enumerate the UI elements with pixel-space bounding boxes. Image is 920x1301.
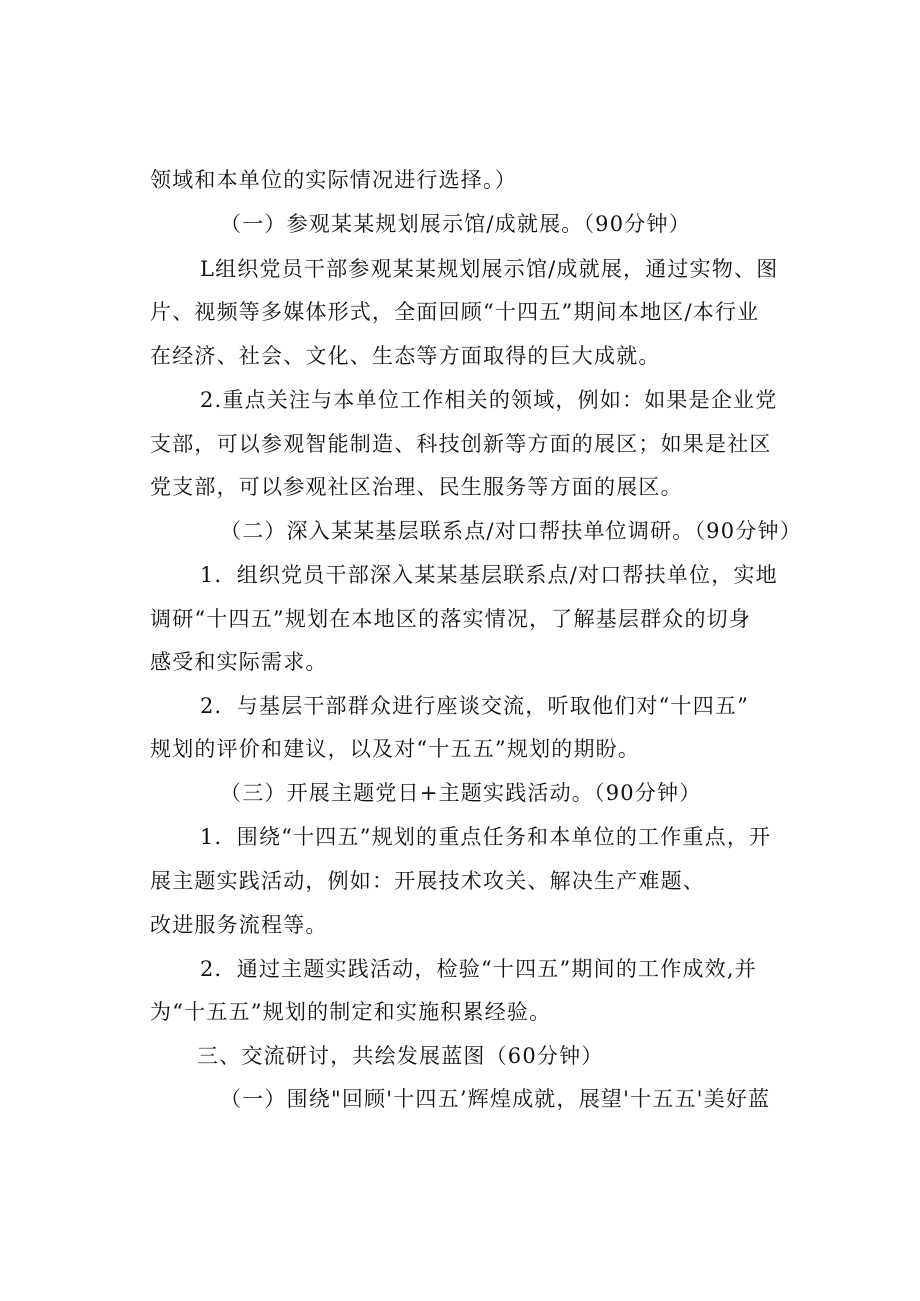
chapter-heading: 三、交流研讨，共绘发展蓝图（60分钟）	[197, 1044, 604, 1068]
paragraph-line: 在经济、社会、文化、生态等方面取得的巨大成就。	[150, 344, 661, 368]
paragraph-line: 展主题实践活动，例如：开展技术攻关、解决生产难题、	[150, 869, 705, 893]
paragraph-line: 2．与基层干部群众进行座谈交流，听取他们对“十四五”	[200, 694, 750, 718]
section-heading: （三）开展主题党日+主题实践活动。（90分钟）	[220, 781, 702, 805]
paragraph-line: L组织党员干部参观某某规划展示馆/成就展，通过实物、图	[200, 257, 779, 281]
section-heading: （二）深入某某基层联系点/对口帮扶单位调研。（90分钟）	[220, 519, 802, 543]
paragraph-line: 规划的评价和建议，以及对“十五五”规划的期盼。	[150, 737, 641, 761]
paragraph-line: 改进服务流程等。	[150, 913, 328, 937]
paragraph-line: 领域和本单位的实际情况进行选择。）	[150, 168, 517, 192]
section-heading: （一）围绕"回顾'十四五’辉煌成就，展望'十五五'美好蓝	[220, 1087, 771, 1111]
paragraph-line: 调研“十四五”规划在本地区的落实情况，了解基层群众的切身	[150, 607, 752, 631]
paragraph-line: 2．通过主题实践活动，检验“十四五”期间的工作成效,并	[200, 957, 757, 981]
paragraph-line: 支部，可以参观智能制造、科技创新等方面的展区；如果是社区	[150, 432, 772, 456]
paragraph-line: 感受和实际需求。	[150, 650, 328, 674]
paragraph-line: 党支部，可以参观社区治理、民生服务等方面的展区。	[150, 475, 683, 499]
paragraph-line: 1．组织党员干部深入某某基层联系点/对口帮扶单位，实地	[200, 563, 778, 587]
paragraph-line: 片、视频等多媒体形式，全面回顾“十四五”期间本地区/本行业	[150, 300, 760, 324]
paragraph-line: 1．围绕“十四五”规划的重点任务和本单位的工作重点，开	[200, 825, 772, 849]
section-heading: （一）参观某某规划展示馆/成就展。（90分钟）	[220, 212, 691, 236]
paragraph-line: 为“十五五”规划的制定和实施积累经验。	[150, 1000, 552, 1024]
paragraph-line: 2.重点关注与本单位工作相关的领域，例如：如果是企业党	[200, 388, 778, 412]
